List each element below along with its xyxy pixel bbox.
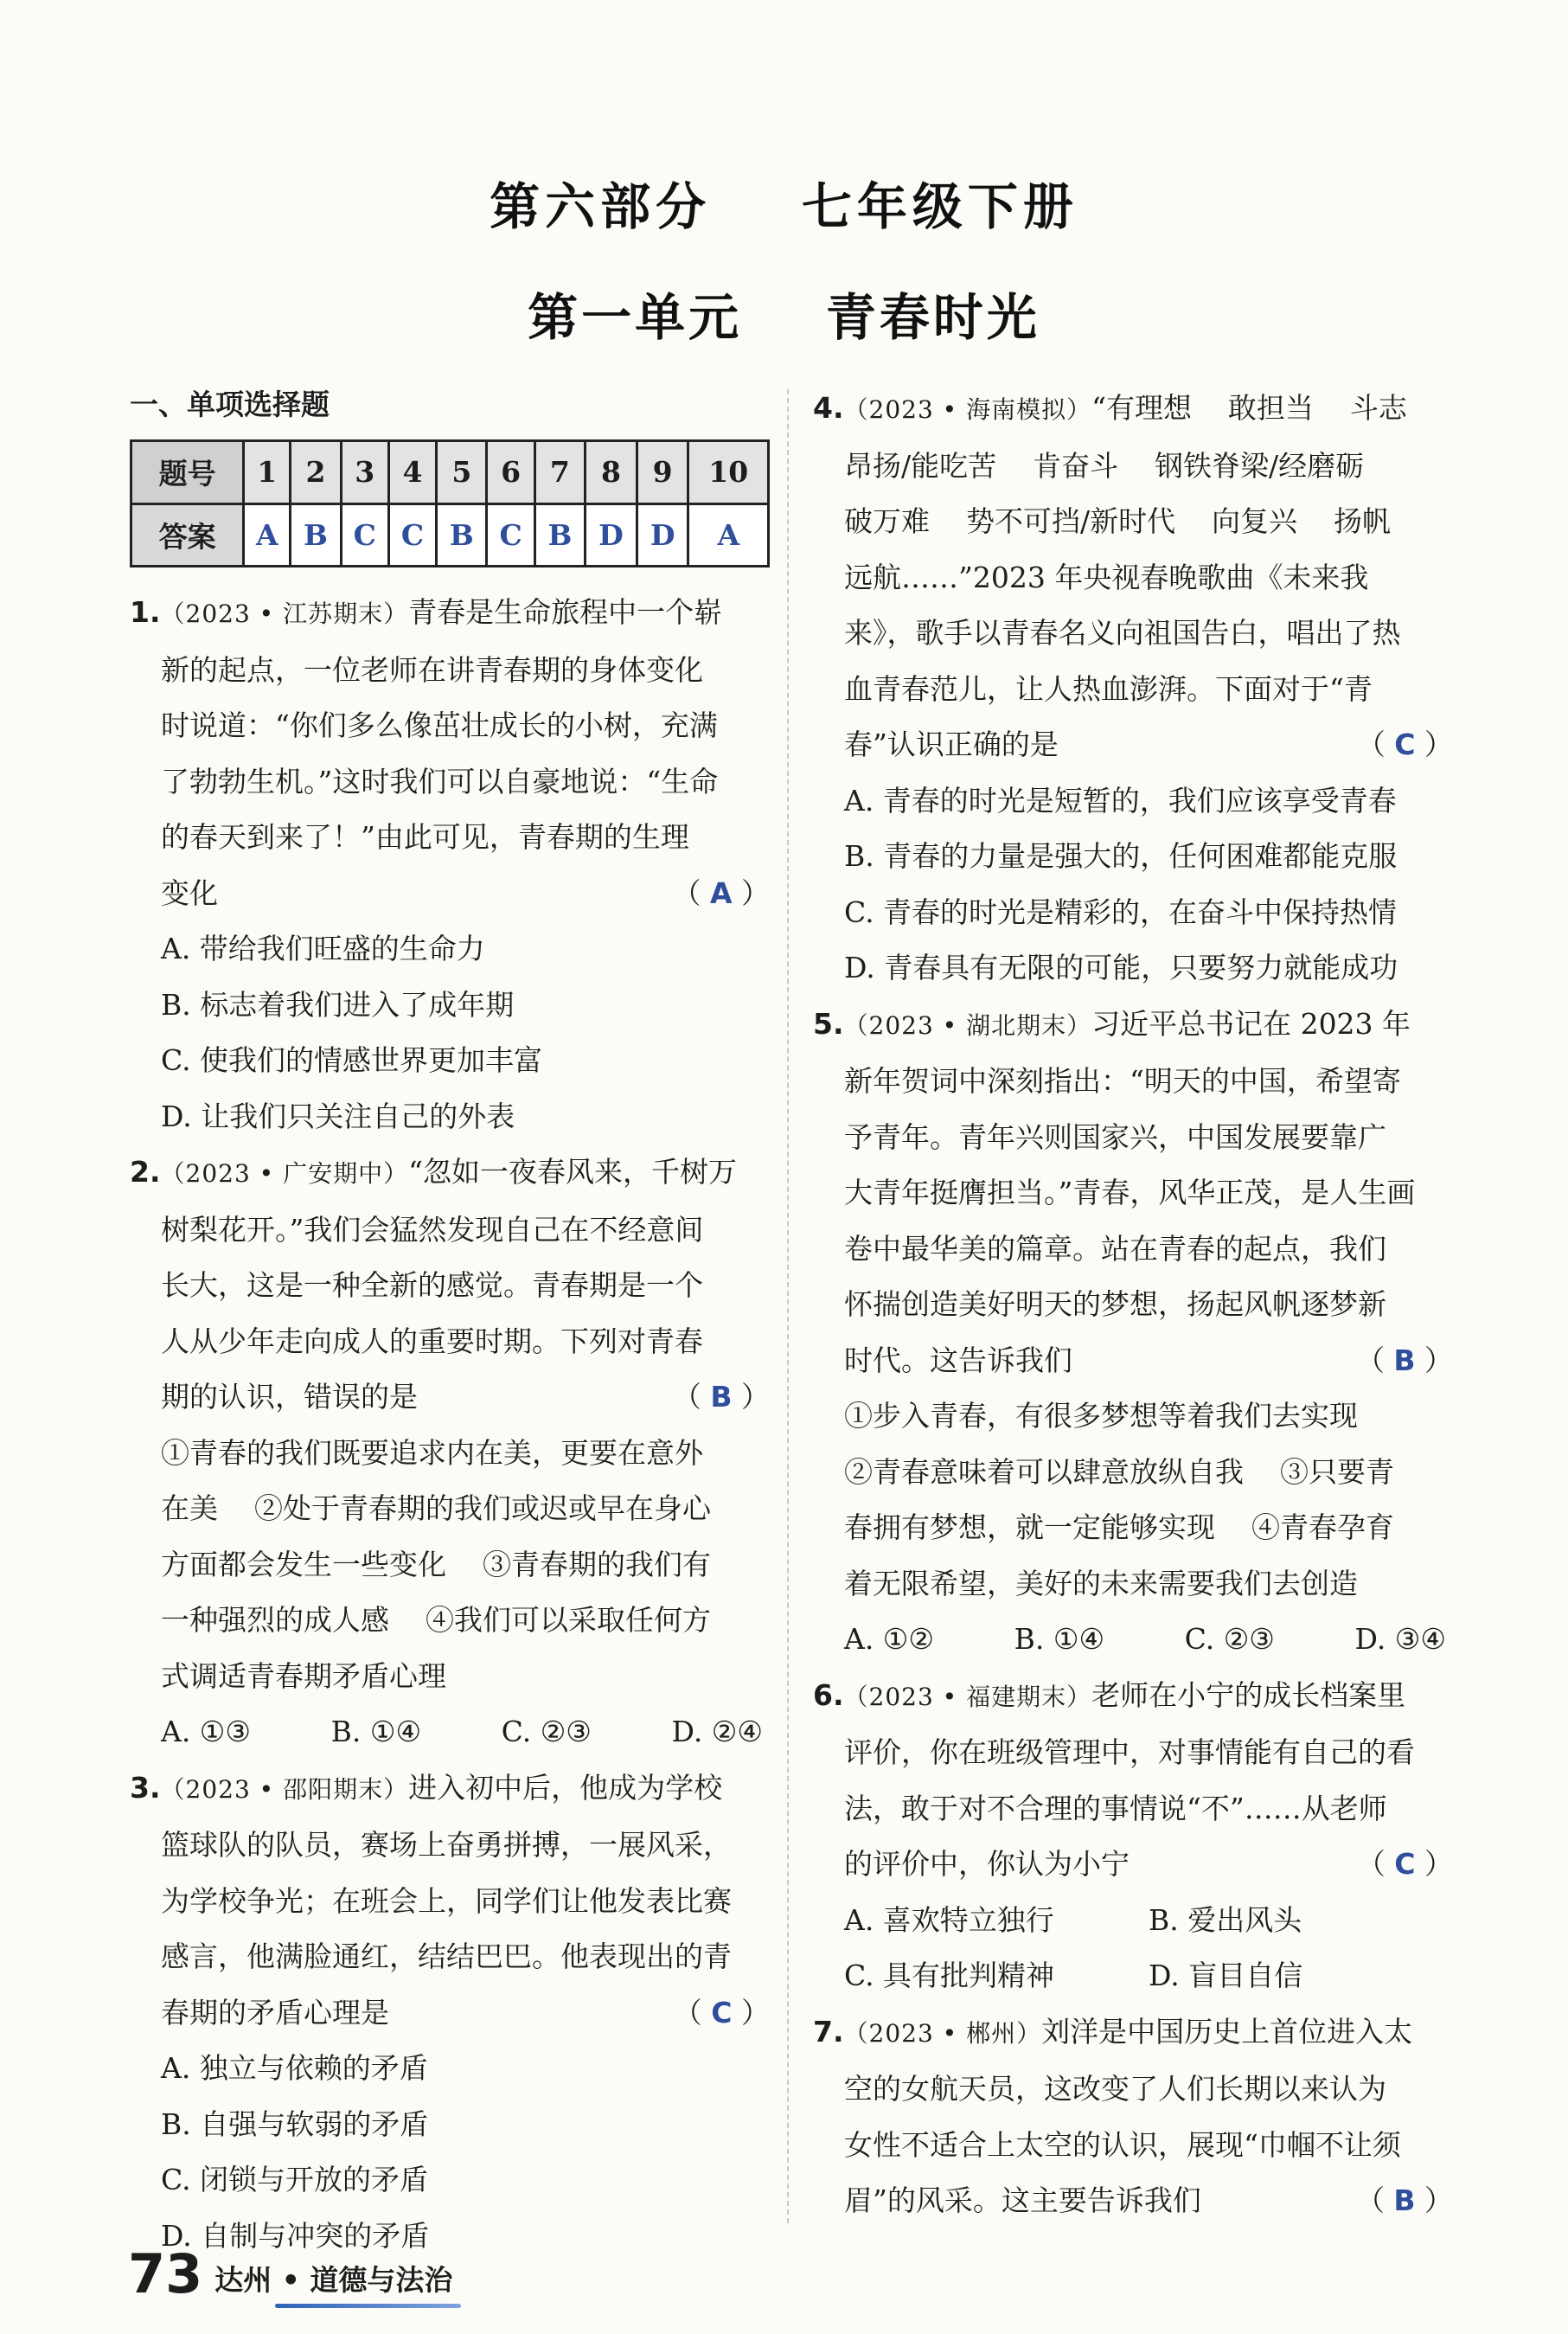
answer-paren [674,1985,770,2042]
paren-left: （ [1356,1847,1395,1881]
option: A. ①③ [161,1715,251,1748]
column-divider [787,389,789,2223]
option: A. ①② [844,1622,934,1656]
question-text: 新的起点，一位老师在讲青春期的身体变化 [161,652,703,687]
answer-table-answer: A [688,503,769,567]
answer-table-number: 8 [586,441,637,504]
answer-table-number: 2 [291,441,341,504]
option: B. 标志着我们进入了成年期 [161,987,515,1022]
question-6 [813,1668,1453,2004]
question-4 [813,381,1453,997]
question-text: 女性不适合上太空的认识，展现“巾帼不让须 [844,2127,1401,2162]
statement: 一种强烈的成人感 ④我们可以采取任何方 [161,1603,711,1637]
paren-right: ） [1415,1847,1453,1881]
answer-letter: B [710,1380,733,1414]
answer-paren [1356,2173,1453,2229]
question-text: 为学校争光；在班会上，同学们让他发表比赛 [161,1883,732,1918]
left-column [130,381,770,2264]
answer-table-answer: B [534,503,585,567]
option: B. 爱出风头 [1149,1902,1302,1937]
question-text: 感言，他满脸通红，结结巴巴。他表现出的青 [161,1940,732,1973]
option: C. 闭锁与开放的矛盾 [161,2163,429,2196]
question-number: 5. [813,1006,844,1041]
statement: 方面都会发生一些变化 ③青春期的我们有 [161,1547,711,1581]
question-text: 了勃勃生机。”这时我们可以自豪地说：“生命 [161,764,719,798]
question-text: 春”认识正确的是 [844,728,1059,761]
question-number: 4. [813,391,844,425]
question-number: 7. [813,2014,844,2049]
question-text: 予青年。青年兴则国家兴，中国发展要靠广 [844,1119,1386,1154]
answer-letter: C [711,1995,733,2029]
paren-left: （ [1355,1343,1394,1377]
question-source: （2023 • 邵阳期末） [160,1774,409,1804]
option: B. 青春的力量是强大的，任何困难都能克服 [844,839,1398,873]
question-2 [130,1145,770,1760]
option: A. 青春的时光是短暂的，我们应该享受青春 [844,783,1397,818]
question-text: 卷中最华美的篇章。站在青春的起点，我们 [844,1231,1386,1266]
footer-underline [275,2304,461,2308]
options-row [130,1704,770,1760]
statement: ②青春意味着可以肆意放纵自我 ③只要青 [844,1454,1394,1489]
answer-table-number: 10 [688,441,769,504]
answer-paren [673,1369,770,1426]
option: C. ②③ [1184,1622,1275,1656]
option: B. 自强与软弱的矛盾 [161,2106,429,2141]
question-number: 3. [130,1770,161,1805]
answer-table-answer-row [131,503,769,567]
question-source: （2023 • 福建期末） [843,1682,1092,1711]
answer-letter: B [1393,1343,1416,1377]
question-text: 树梨花开。”我们会猛然发现自己在不经意间 [161,1212,704,1247]
question-text: 篮球队的队员，赛场上奋勇拼搏，一展风采， [161,1828,732,1862]
answer-table-number: 9 [637,441,688,504]
statement: ①青春的我们既要追求内在美，更要在意外 [161,1435,703,1470]
page-footer [128,2234,452,2303]
answer-letter: C [1394,1847,1416,1881]
question-source: （2023 • 海南模拟） [843,395,1092,424]
question-number: 6. [813,1677,844,1712]
option: D. 盲目自信 [1149,1959,1303,1992]
statement: 着无限希望，美好的未来需要我们去创造 [844,1566,1358,1600]
page-number: 73 [128,2242,203,2305]
question-text: 春期的矛盾心理是 [161,1995,389,2029]
question-text: 习近平总书记在 2023 年 [1091,1006,1411,1041]
option: D. ③④ [1354,1622,1446,1656]
option: C. 使我们的情感世界更加丰富 [161,1043,543,1077]
question-text: 远航……”2023 年央视春晚歌曲《未来我 [844,560,1369,594]
question-text: 怀揣创造美好明天的梦想，扬起风帆逐梦新 [844,1287,1386,1321]
question-text: “有理想 敢担当 斗志 [1091,391,1407,425]
option: D. ②④ [671,1715,763,1748]
question-text: 变化 [161,875,218,910]
question-text: 评价，你在班级管理中，对事情能有自己的看 [844,1735,1415,1769]
answer-table-number: 7 [534,441,585,504]
question-text: 血青春范儿，让人热血澎湃。下面对于“青 [844,671,1373,706]
question-text: 期的认识，错误的是 [161,1380,418,1414]
answer-table-answer: B [437,503,487,567]
question-text: 刘洋是中国历史上首位进入太 [1041,2014,1413,2049]
answer-table-answer: D [637,503,688,567]
answer-table-number-row [131,441,769,504]
answer-table-number: 3 [341,441,388,504]
answer-table-number: 4 [388,441,436,504]
question-text: 人从少年走向成人的重要时期。下列对青春 [161,1324,703,1358]
question-text: 大青年挺膺担当。”青春，风华正茂，是人生画 [844,1176,1416,1209]
answer-letter: A [709,875,733,910]
option: B. ①④ [1014,1622,1105,1656]
paren-left: （ [1356,728,1395,761]
question-text: 法，敢于对不合理的事情说“不”……从老师 [844,1791,1387,1825]
question-3 [130,1760,770,2265]
option: A. 喜欢特立独行 [844,1902,1054,1937]
paren-right: ） [732,875,770,910]
question-1 [130,585,770,1145]
question-text: 的春天到来了！”由此可见，青春期的生理 [161,820,689,854]
option: D. 让我们只关注自己的外表 [161,1099,515,1133]
statement: 在美 ②处于青春期的我们或迟或早在身心 [161,1491,711,1525]
answer-table-answer: C [341,503,388,567]
answer-paren [672,866,770,922]
option: C. 具有批判精神 [844,1959,1055,1992]
answer-paren [1357,1837,1453,1893]
answer-table-answer: C [388,503,436,567]
option: C. ②③ [501,1715,592,1748]
answer-table-answer: B [291,503,341,567]
question-text: 昂扬/能吃苦 肯奋斗 钢铁脊梁/经磨砺 [844,448,1365,483]
option: D. 自制与冲突的矛盾 [161,2218,430,2253]
section-heading: 一、单项选择题 [130,388,330,421]
question-text: 进入初中后，他成为学校 [408,1770,723,1805]
paren-right: ） [732,1995,770,2029]
answer-table-number: 6 [487,441,534,504]
answer-table-answer: A [244,503,291,567]
option: C. 青春的时光是精彩的，在奋斗中保持热情 [844,894,1398,929]
question-source: （2023 • 湖北期末） [843,1010,1092,1040]
question-source: （2023 • 江苏期末） [160,600,409,628]
answer-table-answer: D [586,503,637,567]
answer-letter: C [1394,728,1416,761]
answer-table-answer-label: 答案 [131,503,244,567]
statement: 春拥有梦想，就一定能够实现 ④青春孕育 [844,1510,1394,1544]
paren-right: ） [1415,2183,1453,2217]
options-row [813,1948,1453,2004]
statement: 式调适青春期矛盾心理 [161,1658,446,1693]
book-title [214,2261,452,2303]
question-text: 新年贺词中深刻指出：“明天的中国，希望寄 [844,1064,1401,1098]
question-7 [813,2004,1453,2229]
option: D. 青春具有无限的可能，只要努力就能成功 [844,951,1398,984]
unit-title: 第一单元 青春时光 [528,288,1040,347]
option: A. 带给我们旺盛的生命力 [161,932,485,965]
paren-right: ） [1415,728,1453,761]
answer-table [130,439,770,567]
question-text: 时代。这告诉我们 [844,1343,1072,1377]
paren-left: （ [672,875,710,910]
option: A. 独立与依赖的矛盾 [161,2051,428,2085]
paren-left: （ [1355,2183,1394,2217]
question-text: 时说道：“你们多么像茁壮成长的小树，充满 [161,709,718,742]
question-source: （2023 • 广安期中） [160,1159,409,1188]
part-title: 第六部分 七年级下册 [490,177,1078,236]
question-text: 眉”的风采。这主要告诉我们 [844,2183,1201,2217]
answer-letter: B [1393,2183,1416,2217]
question-text: 老师在小宁的成长档案里 [1091,1677,1406,1712]
answer-paren [1356,1333,1453,1389]
question-source: （2023 • 郴州） [843,2018,1042,2048]
question-5 [813,997,1453,1668]
answer-table-number-label: 题号 [131,441,244,504]
question-text: 的评价中，你认为小宁 [844,1847,1130,1881]
question-number: 1. [130,595,161,629]
paren-right: ） [1415,1343,1453,1377]
book-title-text: 达州 • 道德与法治 [214,2263,453,2297]
options-row [813,1612,1453,1668]
answer-paren [1357,717,1453,773]
question-text: 破万难 势不可挡/新时代 向复兴 扬帆 [844,504,1391,538]
question-text: 青春是生命旅程中一个崭 [408,595,723,629]
answer-table-answer: C [487,503,534,567]
paren-left: （ [673,1995,712,2029]
paren-left: （ [672,1380,711,1414]
question-text: 来》，歌手以青春名义向祖国告白，唱出了热 [844,616,1401,650]
question-number: 2. [130,1155,161,1189]
answer-table-number: 5 [437,441,487,504]
right-column [813,381,1453,2229]
question-text: 空的女航天员，这改变了人们长期以来认为 [844,2072,1386,2106]
option: B. ①④ [330,1715,422,1748]
statement: ①步入青春，有很多梦想等着我们去实现 [844,1399,1358,1433]
paren-right: ） [732,1380,770,1414]
answer-table-number: 1 [244,441,291,504]
options-row [813,1893,1453,1949]
question-text: “忽如一夜春风来，千树万 [408,1155,737,1189]
question-text: 长大，这是一种全新的感觉。青春期是一个 [161,1268,703,1302]
